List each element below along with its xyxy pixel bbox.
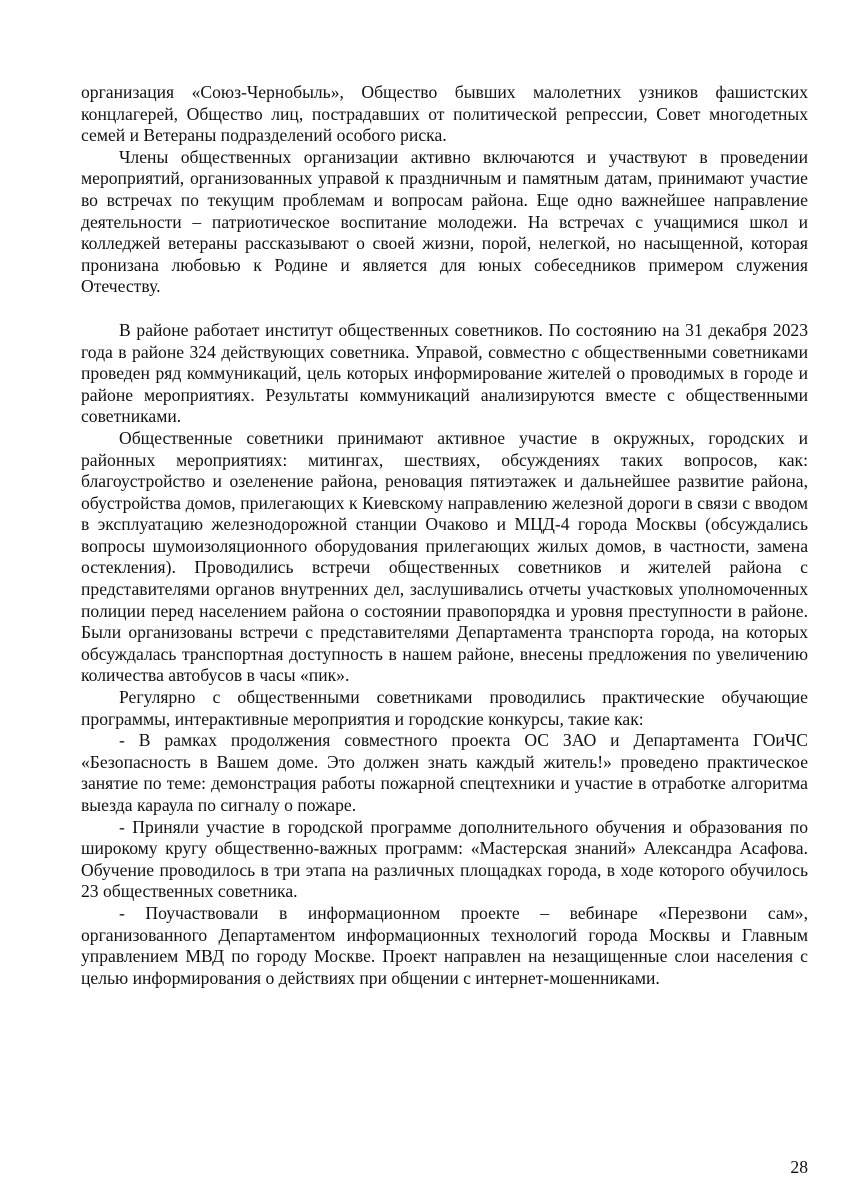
- paragraph-members-participation: Члены общественных организации активно включаются и участвуют в проведении мероприятий, организованных управой к праздничным и памятным датам, принимают участие во встречах по текущим проблемам и вопросам района. Еще одно важнейшее направление деятельности – патриотическое воспитание молодежи. На встречах с учащимися школ и колледжей ветераны рассказывают о своей жизни, порой, нелегкой, но насыщенной, которая пронизана любовью к Родине и является для юных собеседников примером служения Отечеству.: [81, 146, 808, 297]
- document-body: [81, 82, 808, 989]
- paragraph-advisors-events: Общественные советники принимают активное участие в окружных, городских и районных мероприятиях: митингах, шествиях, обсуждениях таких вопросов, как: благоустройство и озеленение района, реновация пятиэтажек и дальнейшее развитие района, обустройства домов, прилегающих к Киевскому направлению железной дороги в связи с вводом в эксплуатацию железнодорожной станции Очаково и МЦД-4 города Москвы (обсуждались вопросы шумоизоляционного оборудования прилегающих жилых домов, в частности, замена остекления). Проводились встречи общественных советников и жителей района с представителями органов внутренних дел, заслушивались отчеты участковых уполномоченных полиции перед населением района о состоянии правопорядка и уровня преступности в районе. Были организованы встречи с представителями Департамента транспорта города, на которых обсуждалась транспортная доступность в нашем районе, внесены предложения по увеличению количества автобусов в часы «пик».: [81, 427, 808, 686]
- paragraph-knowledge-workshop: - Приняли участие в городской программе дополнительного обучения и образования по широкому кругу общественно-важных программ: «Мастерская знаний» Александра Асафова. Обучение проводилось в три этапа на различных площадках города, в ходе которого обучилось 23 общественных советника.: [81, 816, 808, 902]
- page-number: 28: [790, 1157, 808, 1177]
- paragraph-gap: [81, 298, 808, 320]
- paragraph-training-programs: Регулярно с общественными советниками проводились практические обучающие программы, интерактивные мероприятия и городские конкурсы, такие как:: [81, 687, 808, 729]
- paragraph-organizations-list: организация «Союз-Чернобыль», Общество бывших малолетних узников фашистских концлагерей, Общество лиц, пострадавших от политической репрессии, Совет многодетных семей и Ветераны подразделений особого риска.: [81, 82, 808, 146]
- paragraph-public-advisors: В районе работает институт общественных советников. По состоянию на 31 декабря 2023 года в районе 324 действующих советника. Управой, совместно с общественными советниками проведен ряд коммуникаций, цель которых информирование жителей о проводимых в городе и районе мероприятиях. Результаты коммуникаций анализируются вместе с общественными советниками.: [81, 319, 808, 427]
- paragraph-webinar-project: - Поучаствовали в информационном проекте – вебинаре «Перезвони сам», организованного Департаментом информационных технологий города Москвы и Главным управлением МВД по городу Москве. Проект направлен на незащищенные слои населения с целью информирования о действиях при общении с интернет-мошенниками.: [81, 902, 808, 988]
- paragraph-fire-safety-project: - В рамках продолжения совместного проекта ОС ЗАО и Департамента ГОиЧС «Безопасность в Вашем доме. Это должен знать каждый житель!» проведено практическое занятие по теме: демонстрация работы пожарной спецтехники и участие в отработке алгоритма выезда караула по сигналу о пожаре.: [81, 730, 808, 815]
